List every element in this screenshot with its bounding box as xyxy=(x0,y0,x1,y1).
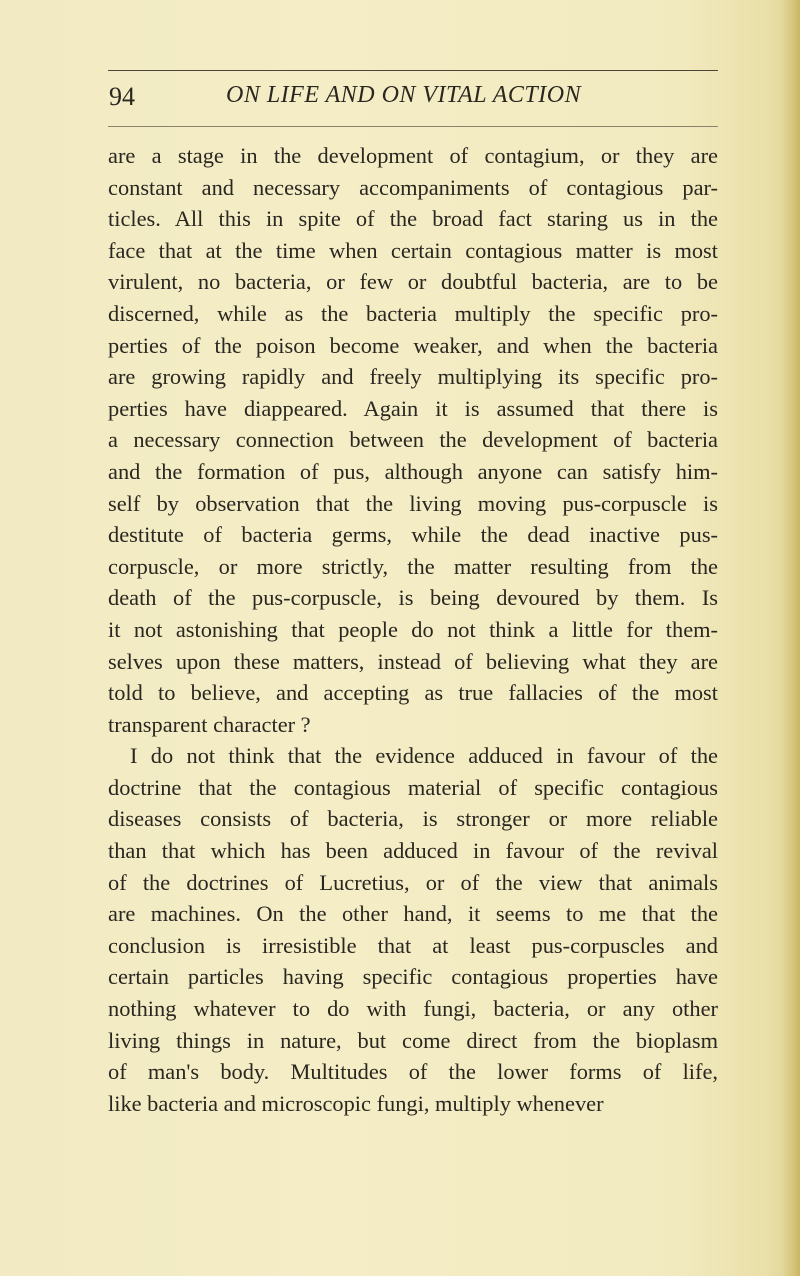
text-line: living things in nature, but come direct from the bioplasm xyxy=(108,1027,718,1053)
header-rule xyxy=(108,70,718,71)
text-line: corpuscle, or more strictly, the matter resulting from the xyxy=(108,553,718,579)
text-line: ticles. All this in spite of the broad fact staring us in the xyxy=(108,206,718,232)
text-line: virulent, no bacteria, or few or doubtful bacteria, are to be xyxy=(108,269,718,295)
text-line: diseases consists of bacteria, is stronger or more reliable xyxy=(108,806,718,832)
text-line: certain particles having specific contagious properties have xyxy=(108,964,718,990)
text-line: like bacteria and microscopic fungi, multiply whenever xyxy=(108,1090,604,1116)
text-line: constant and necessary accompaniments of contagious par- xyxy=(108,174,718,200)
text-line: I do not think that the evidence adduced in favour of the xyxy=(130,743,718,769)
text-line: discerned, while as the bacteria multiply the specific pro- xyxy=(108,300,718,326)
page-edge-shadow xyxy=(782,0,800,1276)
text-line: death of the pus-corpuscle, is being devoured by them. Is xyxy=(108,585,718,611)
body-text xyxy=(108,140,718,1119)
paragraph xyxy=(108,140,718,740)
running-title: ON LIFE AND ON VITAL ACTION xyxy=(226,82,582,108)
page-number: 94 xyxy=(109,82,135,111)
text-line: of the doctrines of Lucretius, or of the view that animals xyxy=(108,869,718,895)
text-line: it not astonishing that people do not think a little for them- xyxy=(108,616,718,642)
text-line: destitute of bacteria germs, while the dead inactive pus- xyxy=(108,522,718,548)
text-line: told to believe, and accepting as true fallacies of the most xyxy=(108,680,718,706)
text-line: perties of the poison become weaker, and when the bacteria xyxy=(108,332,718,358)
text-line: conclusion is irresistible that at least pus-corpuscles and xyxy=(108,932,718,958)
text-line: nothing whatever to do with fungi, bacteria, or any other xyxy=(108,996,718,1022)
paragraph xyxy=(108,740,718,1119)
text-line: face that at the time when certain contagious matter is most xyxy=(108,237,718,263)
text-line: are a stage in the development of contagium, or they are xyxy=(108,143,718,168)
text-line: a necessary connection between the development of bacteria xyxy=(108,427,718,453)
header-underline xyxy=(108,126,718,127)
text-line: and the formation of pus, although anyone can satisfy him- xyxy=(108,458,718,484)
text-line: selves upon these matters, instead of believing what they are xyxy=(108,648,718,674)
text-line: of man's body. Multitudes of the lower forms of life, xyxy=(108,1059,718,1085)
text-line: perties have diappeared. Again it is assumed that there is xyxy=(108,395,718,421)
text-line: transparent character ? xyxy=(108,711,311,737)
text-line: self by observation that the living moving pus-corpuscle is xyxy=(108,490,718,516)
text-line: than that which has been adduced in favour of the revival xyxy=(108,838,718,864)
text-line: are growing rapidly and freely multiplying its specific pro- xyxy=(108,364,718,390)
text-line: are machines. On the other hand, it seems to me that the xyxy=(108,901,718,927)
text-line: doctrine that the contagious material of specific contagious xyxy=(108,774,718,800)
